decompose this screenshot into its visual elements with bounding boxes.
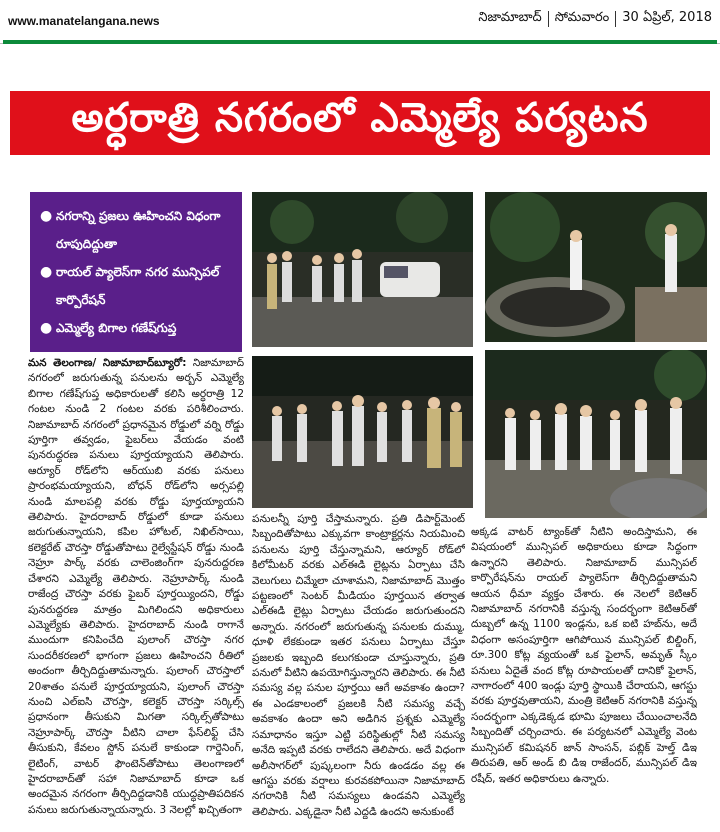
site-url[interactable]: www.manatelangana.news bbox=[8, 14, 160, 28]
headline: అర్ధరాత్రి నగరంలో ఎమ్మెల్యే పర్యటన bbox=[10, 91, 710, 155]
highlight-item bbox=[40, 202, 234, 258]
bullet-icon: ● bbox=[40, 264, 53, 280]
photo-road-work bbox=[252, 356, 473, 508]
article-text: పనులన్నీ పూర్తి చేస్తామన్నారు. ప్రతి డిపార్ట్‌మెంట్ సిబ్బందితోపాటు ఎక్కువగా కాంట్రాక్టర్లను నియమించి పనులను పూర్తి చేస్తున్నామని, ఆర్యూర్ రోడ్‌లో కిలోమీటర్ వరకు ఎల్ఈడి లైట్లను ఏర్పాటు చేసి వెలుగులు చిమ్మేలా చూశామని, నిజామాబాద్ మొత్తం పట్టణంలో సెంటర్ మీడియం పూర్తయిన తర్వాత ఎల్ఈడి లైట్లు ఏర్పాటు చేయడం జరుగుతుందని అన్నారు. నగరంలో జరుగుతున్న పనులకు దుమ్ము, ధూళి లేకకుండా ఇతర పనులు ఏర్పాటు చేస్తూ ప్రజలకు ఇబ్బంది కలుగకుండా చూస్తున్నారు, ప్రతి పనులో వీటిని ఉపయోగిస్తున్నారని తెలిపారు. ఈ నీటి సమస్య వల్ల పనుల పూర్తయి ఆగే అవకాశం ఉందా? ఈ ఎండకాలంలో ప్రజలకి నీటి సమస్య వచ్చే అవకాశం ఉందా అని అడిగిన ప్రశ్నకు ఎమ్మెల్యే సమాధానం ఇస్తూ ఎట్టి పరిస్థితుల్లో నీటి సమస్య అనేది ఇప్పటి వరకు రాలేదని తెలిపారు. అదే విధంగా అలీసాగర్‌లో పుష్కలంగా నీరు ఉండడం వల్ల ఈ ఆగస్టు వరకు వర్షాలు కురవకపోయినా నిజామాబాద్ నగరానికి నీటి సమస్యలు ఉండవని ఎమ్మెల్యే తెలిపారు. ఎక్కడైనా నీటి ఎద్దడి ఉందని అనుకుంటే bbox=[252, 513, 465, 818]
city-name: నిజామాబాద్ bbox=[478, 10, 542, 25]
photo-well-site bbox=[485, 192, 707, 342]
highlight-item bbox=[40, 258, 234, 314]
page-header bbox=[0, 0, 720, 44]
highlight-text: ఎమ్మెల్యే బిగాల గణేష్‌గుప్త bbox=[56, 321, 177, 335]
dateline bbox=[478, 10, 712, 28]
article-text: నిజామాబాద్ నగరంలో జరుగుతున్న పనులను అర్బన్ ఎమ్మెల్యే బిగాల గణేష్‌గుప్త అధికారులతో కలిసి అర్ధరాత్రి 12 గంటల నుండి 2 గంటల వరకు పరిశీలించారు. నిజామాబాద్ నగరంలో ప్రధానమైన రోడ్డులో వర్ని రోడ్డు పూర్తిగా తవ్వడం, ఫైబర్‌లు వేయడం వంటి పునరుద్ధరణ పనులు పూర్తయ్యాయని తెలిపారు. ఆర్యూర్ రోడ్‌లోని ఆర్‌యుబి వరకు పనులు ప్రారంభమయ్యాయని, బోధన్ రోడ్‌లోని అర్సపల్లి నుండి మాలపల్లి వరకు రోడ్డు పూర్తయ్యాయని తెలిపారు. హైదరాబాద్ రోడ్డులో కూడా పనులు జరుగుతున్నాయని, కపిల హోటల్, నిఖిల్‌సాయి, కలెక్టరేట్ చౌరస్తా రోడ్డుతోపాటు రైల్వేస్టేషన్ రోడ్డు నుండి నెహ్రూ పార్క్ వరకు చాలెంజింగ్‌గా పునరుద్దరణ చేశారని ఎమ్మెల్యే తెలిపారు. నెహ్రూపార్క్ నుండి రాజేంద్ర చౌరస్తా వరకు ఫైబర్ పూర్తయ్యిందని, రోడ్డు పునరుద్దరణ మాత్రం మిగిలిందని అధికారులు ఎమ్మెల్యేకు తెలిపారు. హైదరాబాద్ నుండి రాగానే ముందుగా కనిపించేది పులాంగ్ చౌరస్తా నగర సుందరీకరణలో భాగంగా ప్రజలు ఊహించని రీతిలో అందంగా తీర్చిదిద్దుతామన్నారు. పులాంగ్ చౌరస్తాలో 20శాతం పనులే పూర్తయ్యాయని, పులాంగ్ చౌరస్తా నుంచి ఎల్‌ఐసి చౌరస్తా, కలెక్టర్ చౌరస్తా సర్కిల్స్ ప్రధానంగా తీసుకుని మిగతా సర్కిల్స్‌తోపాటు నెహ్రూపార్క్ చౌరస్తా వీటిని చాలా ఫేస్‌లిఫ్ట్ చేసి తీసుకుని, కేవలం స్టోన్ పనులే కాకుండా గార్డెనింగ్, లైటింగ్, వాటర్ ఫౌంటెన్‌తోపాటు తెలంగాణలో హైదరాబాద్‌తో సహా నిజామాబాద్ కూడా ఒక అందమైన నగరంగా తీర్చిదిద్దడానికి యుద్ధప్రాతిపదికన పనులు జరుగుతున్నాయన్నారు. 3 నెలల్లో ఖచ్చితంగా bbox=[28, 357, 244, 816]
highlights-box bbox=[30, 192, 242, 352]
bullet-icon: ● bbox=[40, 320, 53, 336]
photo-inspection-street bbox=[252, 192, 473, 347]
header-rule bbox=[3, 40, 717, 44]
divider bbox=[548, 11, 549, 27]
photo-junction-visit bbox=[485, 350, 707, 518]
article-column-1 bbox=[28, 356, 244, 826]
divider bbox=[615, 11, 616, 27]
issue-date: 30 ఏప్రిల్, 2018 bbox=[622, 10, 712, 25]
highlight-item bbox=[40, 314, 234, 342]
bullet-icon: ● bbox=[40, 208, 53, 224]
article-column-2 bbox=[252, 512, 465, 826]
highlight-text: నగరాన్ని ప్రజలు ఊహించని విధంగా రూపుదిద్దుతా bbox=[56, 209, 221, 251]
article-column-3 bbox=[471, 525, 697, 826]
article-dateline: మన తెలంగాణ/ నిజామాబాద్‌బ్యూరో: bbox=[28, 357, 187, 369]
highlight-text: రాయల్ ప్యాలెస్‌గా నగర మున్సిపల్ కార్పొరేషన్ bbox=[56, 265, 220, 307]
weekday: సోమవారం bbox=[554, 10, 610, 25]
article-text: అక్కడ వాటర్ ట్యాంక్‌తో నీటిని అందిస్తామని, ఈ విషయంలో మున్సిపల్ అధికారులు కూడా సిద్ధంగా ఉన్నారని తెలిపారు. నిజామాబాద్ మున్సిపల్ కార్పొరేషన్‌ను రాయల్ ప్యాలెస్‌గా తీర్చిదిద్దుతామని ఆయన ధీమా వ్యక్తం చేశారు. ఈ నెలలో కెటిఆర్ నిజామాబాద్ నగరానికి వస్తున్న సందర్భంగా కెటిఆర్‌తో దుబ్బలో ఉన్న 1100 ఇండ్లను, ఒక ఐటి హబ్‌ను, అదే విధంగా అసంపూర్తిగా ఆగిపోయిన మున్సిపల్ బిల్డింగ్, రూ.300 కోట్ల వ్యయంతో ఒక ఫైలాన్, అమృత్ స్కీం పనులు ఏదైతే వంద కోట్ల రూపాయలతో దానికో ఫైలాన్, నాగారంలో 400 ఇండ్లు పూర్తి స్థాయికి చేరాయని, ఆగస్టు వరకు పూర్తవుతాయని, మంత్రి కెటిఆర్ నగరానికి వస్తున్న సందర్భంగా ఎక్కడెక్కడ భూమి పూజలు చేయించాలనేది సిబ్బందితో చర్చించారు. ఈ పర్యటనలో ఎమ్మెల్యే వెంట మున్సిపల్ కమిషనర్ జాన్ సాంసన్, పబ్లిక్ హెల్త్ డిఇ తిరుపతి, ఆర్ అండ్ బి డిఇ రాజేందర్, మున్సిపల్ డిఇ రషీద్, ఇతర అధికారులు ఉన్నారు. bbox=[471, 526, 697, 785]
